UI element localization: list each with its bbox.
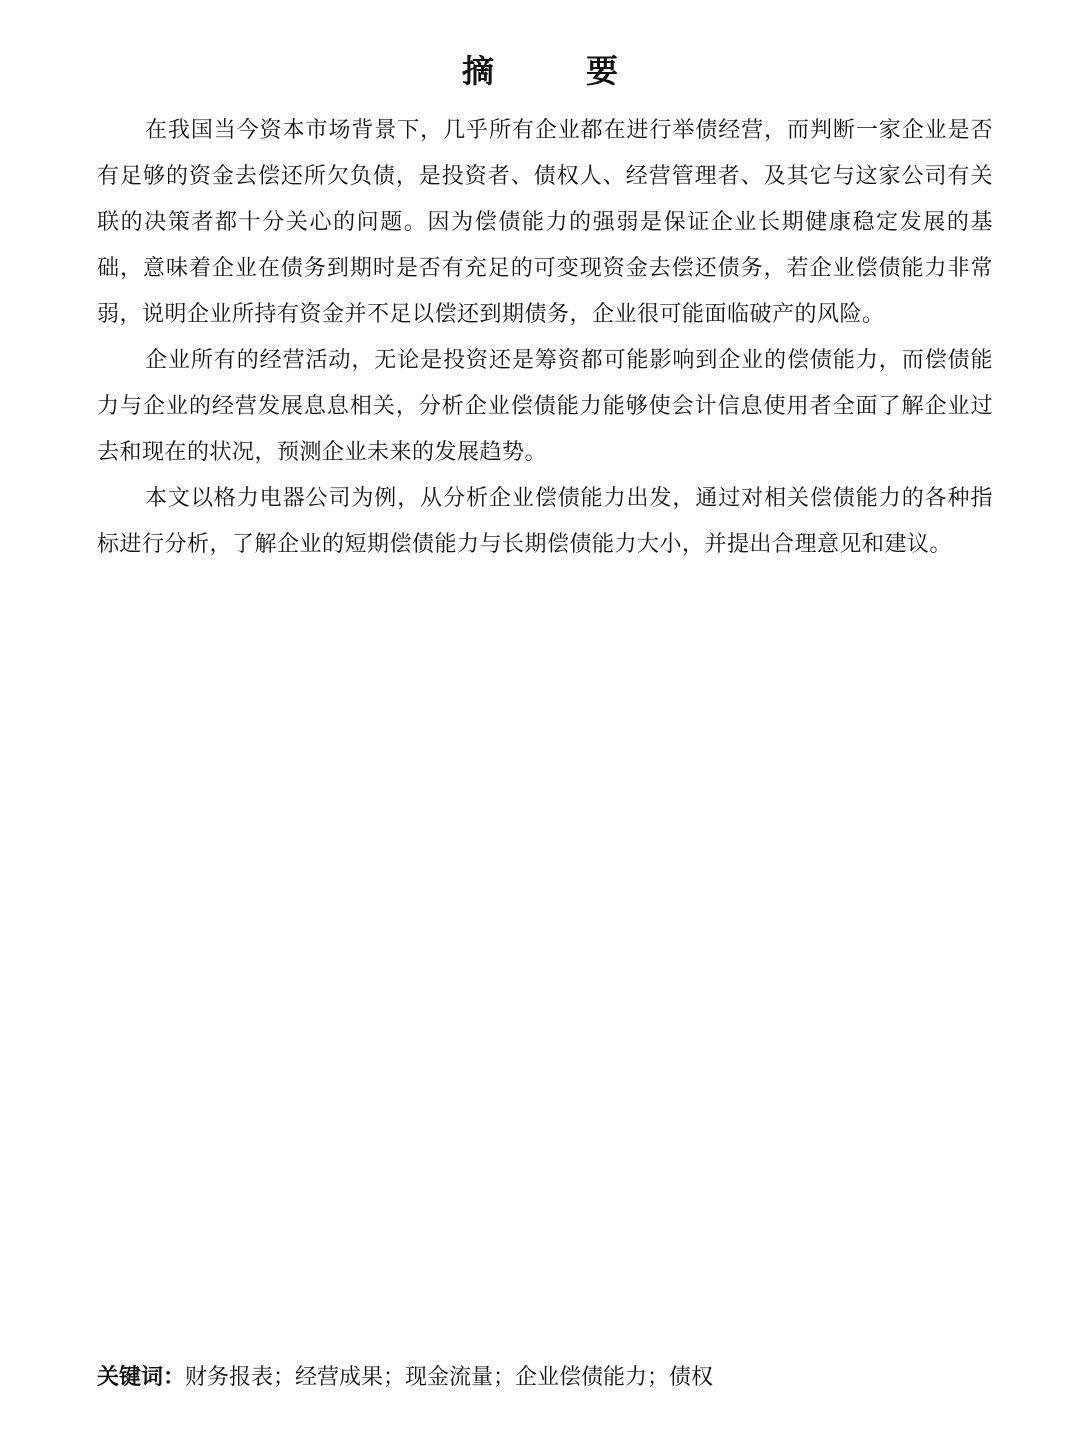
keywords-line	[97, 1358, 993, 1398]
abstract-paragraph-3: 本文以格力电器公司为例，从分析企业偿债能力出发，通过对相关偿债能力的各种指标进行分析，了解企业的短期偿债能力与长期偿债能力大小，并提出合理意见和建议。	[97, 486, 993, 557]
abstract-paragraph-1: 在我国当今资本市场背景下，几乎所有企业都在进行举债经营，而判断一家企业是否有足够的资金去偿还所欠负债，是投资者、债权人、经营管理者、及其它与这家公司有关联的决策者都十分关心的问题。因为偿债能力的强弱是保证企业长期健康稳定发展的基础，意味着企业在债务到期时是否有充足的可变现资金去偿还债务，若企业偿债能力非常弱，说明企业所持有资金并不足以偿还到期债务，企业很可能面临破产的风险。	[97, 118, 993, 327]
keywords-text: 财务报表；经营成果；现金流量；企业偿债能力；债权	[185, 1365, 714, 1390]
page-title: 摘 要	[461, 52, 648, 90]
keywords-label: 关键词：	[97, 1365, 186, 1390]
abstract-body	[97, 108, 993, 568]
abstract-paragraph-2: 企业所有的经营活动，无论是投资还是筹资都可能影响到企业的偿债能力，而偿债能力与企业的经营发展息息相关，分析企业偿债能力能够使会计信息使用者全面了解企业过去和现在的状况，预测企业未来的发展趋势。	[97, 348, 993, 465]
